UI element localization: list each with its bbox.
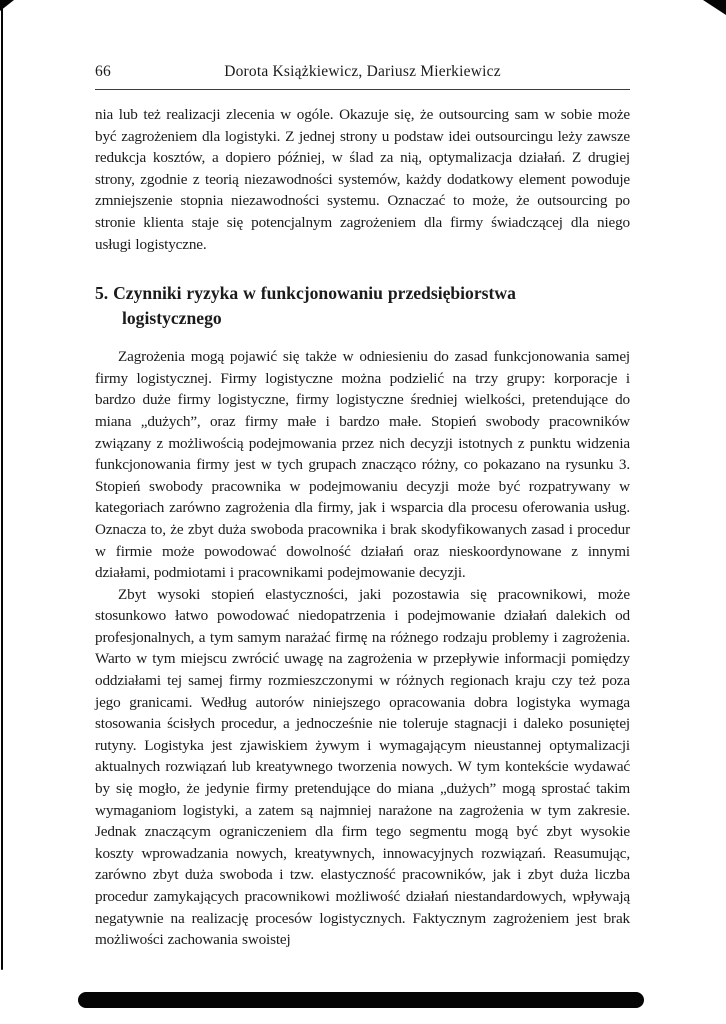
running-header (95, 62, 630, 89)
scan-artifact-left-edge-line (1, 7, 3, 970)
scan-artifact-bottom-bar (78, 992, 644, 1008)
paragraph: Zbyt wysoki stopień elastyczności, jaki pozostawia się pracownikowi, może stosunkowo łatwo powodować niedopatrzenia i podejmowanie działań dalekich od profesjonalnych, a tym samym narażać firmę na różnego rodzaju problemy i zagrożenia. Warto w tym miejscu zwrócić uwagę na zagrożenia w przepływie informacji pomiędzy oddziałami tej samej firmy rozmieszczonymi w różnych regionach kraju czy też poza jego granicami. Według autorów niniejszego opracowania dobra logistyka wymaga stosowania ścisłych procedur, a jednocześnie nie toleruje stagnacji i daleko posuniętej rutyny. Logistyka jest zjawiskiem żywym i wymagającym nieustannej optymalizacji aktualnych rozwiązań lub kreatywnego tworzenia nowych. W tym kontekście wydawać by się mogło, że jedynie firmy pretendujące do miana „dużych” mogą sprostać takim wymaganiom logistyki, a zatem są najmniej narażone na zagrożenia w tym zakresie. Jednak znaczącym ograniczeniem dla firm tego segmentu mogą być zbyt wysokie koszty wprowadzania nowych, kreatywnych, innowacyjnych rozwiązań. Reasumując, zarówno zbyt duża swoboda i tzw. elastyczność pracowników, jak i zbyt duża liczba procedur zamykających pracownikowi możliwość działań niestandardowych, wpływają negatywnie na realizację procesów logistycznych. Faktycznym zagrożeniem jest brak możliwości zachowania swoistej (95, 585, 630, 949)
running-head: Dorota Książkiewicz, Dariusz Mierkiewicz (224, 63, 501, 80)
paragraph-continuation: nia lub też realizacji zlecenia w ogóle. Okazuje się, że outsourcing sam w sobie może być zagrożeniem dla logistyki. Z jednej strony u podstaw idei outsourcingu leży zawsze redukcja kosztów, a dopiero później, w ślad za nią, optymalizacja działań. Z drugiej strony, zgodnie z teorią niezawodności systemów, każdy dodatkowy element powoduje zmniejszenie stopnia niezawodności systemu. Oznaczać to może, że outsourcing po stronie klienta staje się potencjalnym zagrożeniem dla firmy świadczącej dla niego usługi logistyczne. (95, 106, 630, 253)
scan-artifact-top-right-corner (703, 0, 726, 15)
section-heading: 5. Czynniki ryzyka w funkcjonowaniu przedsiębiorstwa logistycznego (95, 283, 516, 328)
text-column (95, 62, 630, 951)
header-rule (95, 89, 630, 90)
page-body (95, 104, 630, 951)
paragraph: Zagrożenia mogą pojawić się także w odniesieniu do zasad funkcjonowania samej firmy logistycznej. Firmy logistyczne można podzielić na trzy grupy: korporacje i bardzo duże firmy logistyczne, firmy logistyczne średniej wielkości, pretendujące do miana „dużych”, oraz firmy małe i bardzo małe. Stopień swobody pracowników związany z możliwością podejmowania przez nich decyzji istotnych z punktu widzenia funkcjonowania firmy jest w tych grupach znacząco różny, co pokazano na rysunku 3. Stopień swobody pracownika w podejmowaniu decyzji może być rozpatrywany w kategoriach zarówno zagrożenia dla firmy, jak i wsparcia dla procesu oferowania usług. Oznacza to, że zbyt duża swoboda pracownika i brak skodyfikowanych zasad i procedur w firmie może powodować dowolność działań oraz nieskoordynowane z innymi działami, podmiotami i pracownikami podejmowanie decyzji. (95, 348, 630, 582)
page-number: 66 (95, 63, 111, 80)
